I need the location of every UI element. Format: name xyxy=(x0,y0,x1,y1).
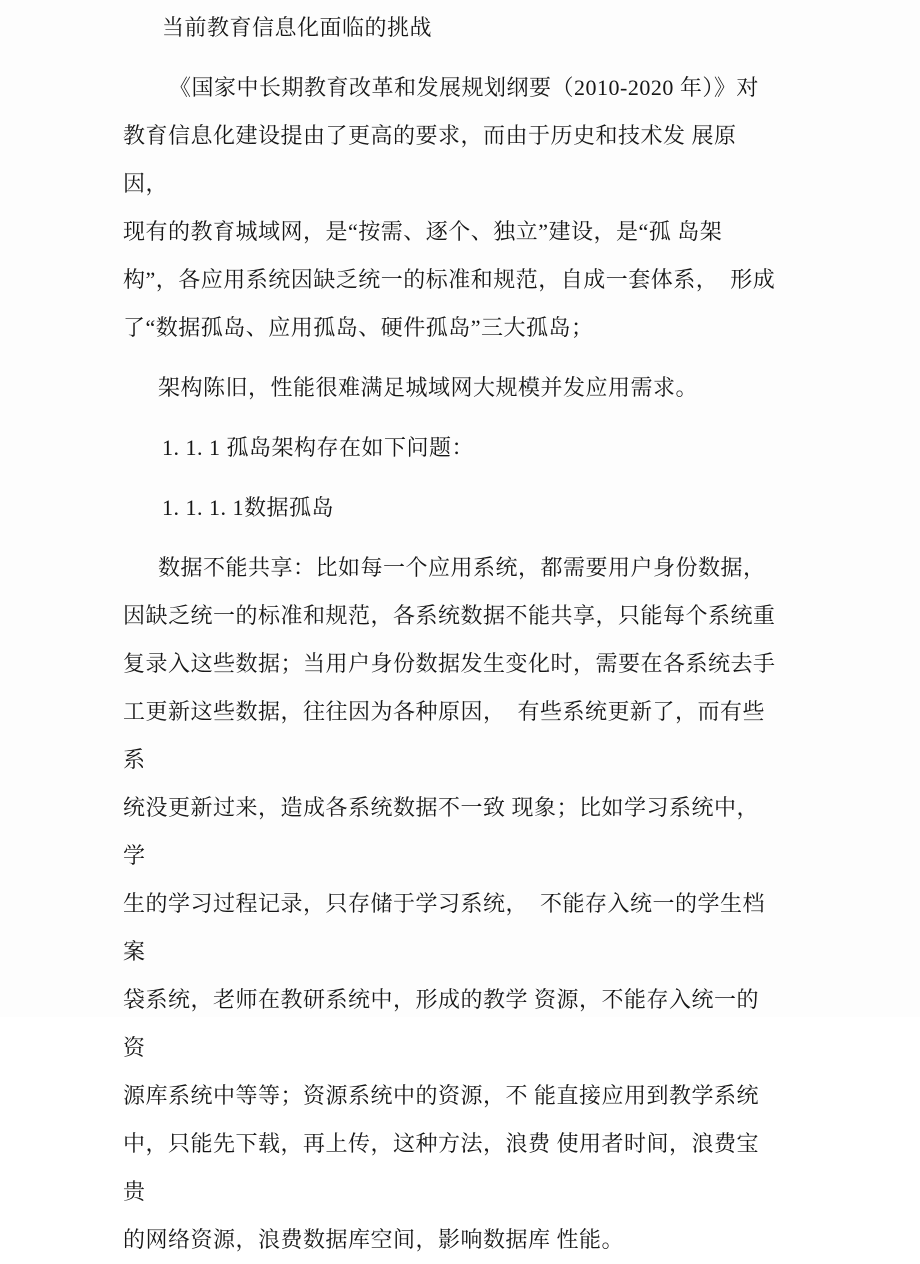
document-title-block xyxy=(123,4,780,52)
text-line: 架构陈旧，性能很难满足城域网大规模并发应用需求。 xyxy=(158,375,699,400)
text-line: 生的学习过程记录，只存储于学习系统， 不能存入统一的学生档案 xyxy=(123,891,766,964)
text-line: 袋系统，老师在教研系统中，形成的教学 资源，不能存入统一的资 xyxy=(123,987,760,1060)
text-line: 工更新这些数据，往往因为各种原因， 有些系统更新了，而有些系 xyxy=(123,699,766,772)
text-line: 了“数据孤岛、应用孤岛、硬件孤岛”三大孤岛； xyxy=(123,315,594,340)
section-heading xyxy=(123,424,780,472)
text-line: 《国家中长期教育改革和发展规划纲要（2010-2020 年）》对 xyxy=(169,75,759,100)
text-line: 1. 1. 1. 1数据孤岛 xyxy=(162,495,335,520)
document-title: 当前教育信息化面临的挑战 xyxy=(162,15,433,40)
section-heading xyxy=(123,484,780,532)
paragraph xyxy=(123,364,780,412)
text-line: 因缺乏统一的标准和规范，各系统数据不能共享，只能每个系统重 xyxy=(123,603,776,628)
text-line: 复录入这些数据；当用户身份数据发生变化时，需要在各系统去手 xyxy=(123,651,776,676)
document-body xyxy=(123,64,780,1264)
paragraph xyxy=(123,64,780,352)
text-line: 数据不能共享：比如每一个应用系统，都需要用户身份数据， xyxy=(158,555,766,580)
text-line: 构”，各应用系统因缺乏统一的标准和规范，自成一套体系， 形成 xyxy=(123,267,776,292)
paragraph xyxy=(123,544,780,1264)
text-line: 源库系统中等等；资源系统中的资源，不 能直接应用到教学系统 xyxy=(123,1083,760,1108)
text-line: 现有的教育城域网，是“按需、逐个、独立”建设，是“孤 岛架 xyxy=(123,219,723,244)
text-line: 的网络资源，浪费数据库空间，影响数据库 性能。 xyxy=(123,1227,625,1252)
text-line: 教育信息化建设提由了更高的要求，而由于历史和技术发 展原因， xyxy=(123,123,737,196)
text-line: 中，只能先下载，再上传，这种方法，浪费 使用者时间，浪费宝贵 xyxy=(123,1131,760,1204)
text-line: 1. 1. 1 孤岛架构存在如下问题： xyxy=(162,435,475,460)
text-line: 统没更新过来，造成各系统数据不一致 现象；比如学习系统中，学 xyxy=(123,795,760,868)
